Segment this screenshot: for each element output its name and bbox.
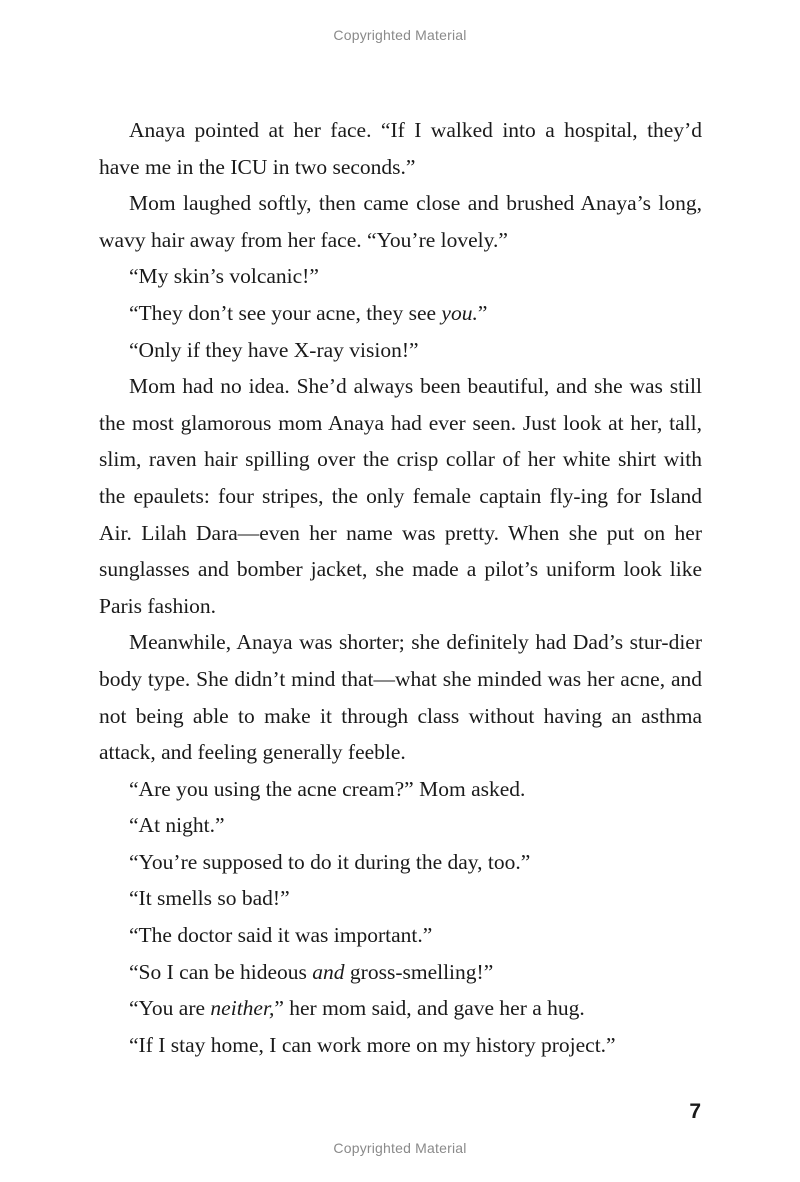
emphasis: you. [441,300,478,325]
copyright-watermark-top: Copyrighted Material [333,27,467,43]
copyright-watermark-bottom: Copyrighted Material [333,1140,467,1156]
paragraph: “Are you using the acne cream?” Mom asked. [129,776,526,801]
paragraph: “It smells so bad!” [129,886,290,911]
paragraph: “You’re supposed to do it during the day, too.” [129,849,531,874]
paragraph: “So I can be hideous and gross-smelling!” [129,959,494,984]
paragraph: “They don’t see your acne, they see you.” [129,300,488,325]
paragraph: Mom laughed softly, then came close and brushed Anaya’s long, wavy hair away from her face. “You’re lovely.” [99,191,702,252]
paragraph: Anaya pointed at her face. “If I walked into a hospital, they’d have me in the ICU in two seconds.” [99,118,702,179]
paragraph: “At night.” [129,813,225,838]
paragraph: “Only if they have X-ray vision!” [129,337,419,362]
paragraph: “If I stay home, I can work more on my history project.” [129,1032,616,1057]
paragraph: Mom had no idea. She’d always been beautiful, and she was still the most glamorous mom Anaya had ever seen. Just look at her, tall, slim, raven hair spilling over the crisp collar of her white shirt with the epaulets: four stripes, the only female captain fly-ing for Island Air. Lilah Dara—even her name was pretty. When she put on her sunglasses and bomber jacket, she made a pilot’s uniform look like Paris fashion. [99,374,702,618]
paragraph: “You are neither,” her mom said, and gave her a hug. [129,996,585,1021]
emphasis: and [312,959,345,984]
paragraph: Meanwhile, Anaya was shorter; she definitely had Dad’s stur-dier body type. She didn’t mind that—what she minded was her acne, and not being able to make it through class without having an asthma attack, and feeling generally feeble. [99,630,702,765]
paragraph: “The doctor said it was important.” [129,923,433,948]
emphasis: neither, [210,996,275,1021]
page-number: 7 [689,1100,701,1123]
paragraph: “My skin’s volcanic!” [129,264,319,289]
body-text [99,112,702,1063]
